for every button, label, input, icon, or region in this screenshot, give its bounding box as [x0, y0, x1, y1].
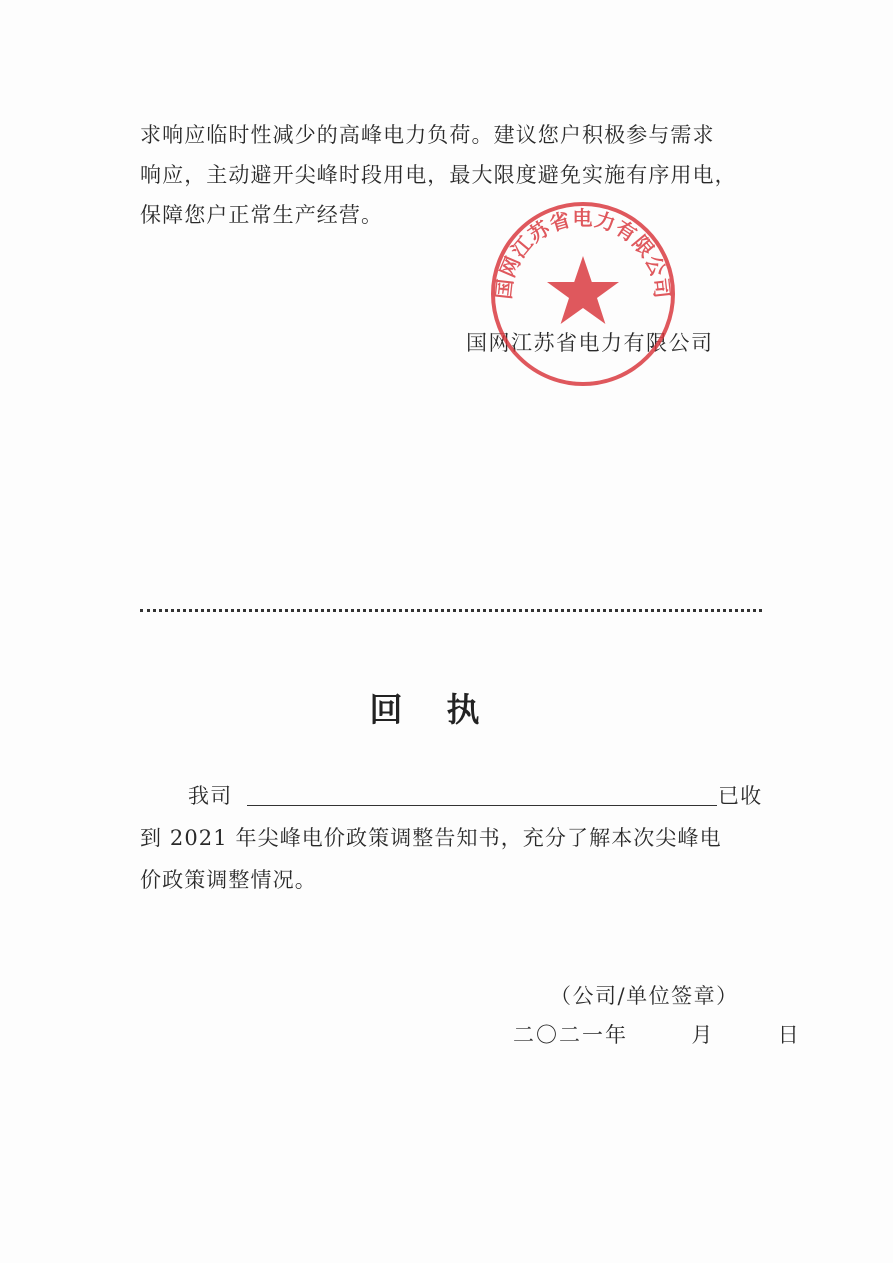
- notice-line: 求响应临时性减少的高峰电力负荷。建议您户积极参与需求: [140, 123, 715, 147]
- receipt-prefix: 我司: [188, 784, 233, 808]
- notice-line: 响应，主动避开尖峰时段用电，最大限度避免实施有序用电，: [140, 163, 737, 187]
- date-year: 二〇二一年: [513, 1023, 628, 1047]
- company-seal-stamp: [487, 198, 679, 390]
- cut-line-divider: [140, 609, 762, 612]
- company-name-blank[interactable]: [247, 805, 717, 806]
- date-month: 月: [691, 1023, 715, 1047]
- seal-star-icon: [547, 256, 619, 324]
- receipt-suffix: 已收: [718, 784, 763, 808]
- date-line: [513, 1019, 801, 1049]
- receipt-paragraph: [140, 817, 765, 901]
- svg-text:国网江苏省电力有限公司: 国网江苏省电力有限公司: [491, 206, 675, 301]
- date-day: 日: [777, 1023, 801, 1047]
- receipt-line: 价政策调整情况。: [140, 868, 317, 892]
- receipt-line: 到 2021 年尖峰电价政策调整告知书，充分了解本次尖峰电: [140, 826, 722, 850]
- signatory-company: 国网江苏省电力有限公司: [466, 331, 714, 355]
- notice-line: 保障您户正常生产经营。: [140, 203, 384, 227]
- receipt-first-line: [0, 775, 893, 817]
- stamp-label: （公司/单位签章）: [550, 984, 739, 1008]
- receipt-title: 回执: [369, 690, 524, 729]
